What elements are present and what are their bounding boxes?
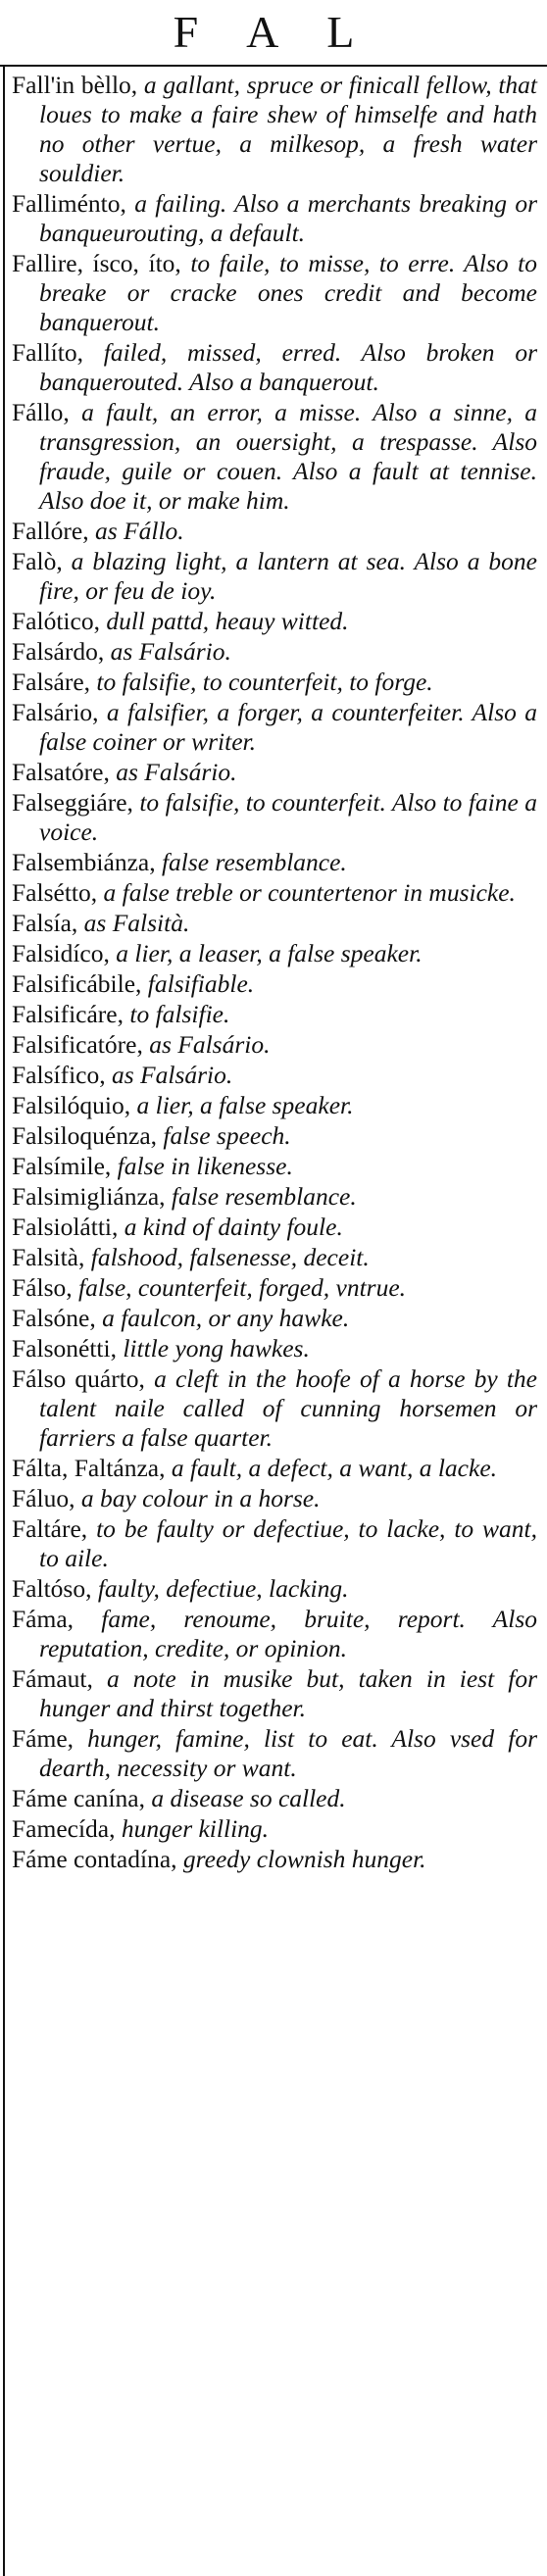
entry-column [12,71,537,1875]
headword: Fáluo, [12,1484,75,1512]
dictionary-entry [12,668,537,697]
headword: Fáme canína, [12,1784,145,1812]
definition: greedy clownish hunger. [182,1845,426,1873]
dictionary-entry [12,1484,537,1513]
dictionary-entry [12,607,537,636]
running-head: F A L [173,7,374,57]
dictionary-entry [12,848,537,877]
definition: a blazing light, a lantern at sea. Also a bone fire, or feu de ioy. [39,547,537,605]
headword: Falsonétti, [12,1334,117,1362]
headword: Fáme contadína, [12,1845,177,1873]
dictionary-entry [12,1000,537,1029]
dictionary-entry [12,1273,537,1303]
column-rule [3,65,5,2576]
definition: as Falsário. [116,758,237,786]
dictionary-entry [12,1152,537,1181]
headword: Faltáre, [12,1514,88,1543]
definition: false, counterfeit, forged, vntrue. [78,1273,407,1302]
dictionary-entry [12,1454,537,1483]
definition: false speech. [163,1121,291,1150]
dictionary-entry [12,758,537,787]
dictionary-entry [12,1091,537,1120]
headword: Falsífico, [12,1061,106,1089]
dictionary-entry [12,398,537,516]
dictionary-entry [12,878,537,908]
dictionary-entry [12,1574,537,1604]
definition: a fault, an error, a misse. Also a sinne, a transgression, an ouersight, a trespasse. Also fraude, guile or couen. Also a fault at tennise. Also doe it, or make him. [39,398,538,515]
dictionary-entry [12,1061,537,1090]
dictionary-entry [12,1030,537,1060]
headword: Falsimigliánza, [12,1182,166,1211]
headword: Fallóre, [12,517,89,545]
definition: to falsifie, to counterfeit, to forge. [96,668,433,696]
dictionary-entry [12,1243,537,1272]
dictionary-entry [12,637,537,667]
dictionary-entry [12,1514,537,1573]
headword: Fálso, [12,1273,73,1302]
definition: false in likenesse. [117,1152,293,1180]
headword: Falsímile, [12,1152,112,1180]
definition: dull pattd, heauy witted. [106,607,349,635]
definition: a fault, a defect, a want, a lacke. [171,1454,498,1482]
definition: as Falsário. [110,637,231,666]
definition: false resemblance. [161,848,347,876]
definition: a false treble or countertenor in musicke. [103,878,516,907]
headword: Falsidíco, [12,939,110,967]
headword: Falsário, [12,698,99,726]
headword: Falsembiánza, [12,848,156,876]
headword: Falsárdo, [12,637,105,666]
dictionary-entry [12,547,537,606]
dictionary-entry [12,1121,537,1151]
headword: Falsilóquio, [12,1091,131,1119]
headword: Faltóso, [12,1574,92,1603]
definition: to faile, to misse, to erre. Also to breake or cracke ones credit and become banquerout. [39,249,537,336]
dictionary-entry [12,1724,537,1783]
dictionary-entry [12,1304,537,1333]
definition: hunger killing. [121,1814,270,1843]
dictionary-entry [12,517,537,546]
headword: Fálso quárto, [12,1364,145,1393]
headword: Fáma, [12,1605,75,1633]
dictionary-entry [12,189,537,248]
headword: Famecída, [12,1814,116,1843]
dictionary-entry [12,698,537,757]
headword: Falsatóre, [12,758,110,786]
definition: a disease so called. [151,1784,346,1812]
definition: to falsifie, to counterfeit. Also to faine a voice. [39,788,538,846]
headword: Fallíto, [12,338,83,367]
definition: hunger, famine, list to eat. Also vsed for dearth, necessity or want. [39,1724,537,1782]
definition: a bay colour in a horse. [80,1484,321,1512]
headword: Falsóne, [12,1304,96,1332]
headword: Falsificatóre, [12,1030,143,1059]
definition: fame, renoume, bruite, report. Also reputation, credite, or opinion. [39,1605,538,1662]
dictionary-entry [12,1845,537,1874]
definition: a cleft in the hoofe of a horse by the talent naile called of cunning horsemen or farriers a false quarter. [39,1364,538,1452]
headword: Falsétto, [12,878,98,907]
definition: to falsifie. [129,1000,230,1028]
dictionary-entry [12,788,537,847]
definition: a faulcon, or any hawke. [102,1304,350,1332]
definition: little yong hawkes. [123,1334,310,1362]
definition: a kind of dainty foule. [124,1213,343,1241]
headword: Falsificábile, [12,969,142,998]
headword: Fámaut, [12,1664,93,1693]
header-rule [0,65,547,67]
definition: a failing. Also a merchants breaking or banqueurouting, a default. [39,189,538,247]
definition: a note in musike but, taken in iest for hunger and thirst together. [39,1664,538,1722]
headword: Falsità, [12,1243,85,1271]
headword: Fállo, [12,398,70,426]
headword: Falsía, [12,909,78,937]
definition: a lier, a false speaker. [136,1091,354,1119]
dictionary-entry [12,1334,537,1363]
headword: Falsáre, [12,668,91,696]
definition: faulty, defectiue, lacking. [97,1574,349,1603]
headword: Fall'in bèllo, [12,71,138,99]
dictionary-entry [12,1213,537,1242]
headword: Fáme, [12,1724,75,1753]
headword: Falsificáre, [12,1000,124,1028]
definition: a lier, a leaser, a false speaker. [116,939,423,967]
headword: Falliménto, [12,189,126,218]
dictionary-entry [12,1784,537,1813]
definition: as Falsário. [149,1030,271,1059]
dictionary-entry [12,338,537,397]
headword: Falseggiáre, [12,788,133,817]
headword: Falò, [12,547,63,575]
dictionary-entry [12,249,537,337]
dictionary-entry [12,909,537,938]
definition: failed, missed, erred. Also broken or banquerouted. Also a banquerout. [39,338,538,396]
dictionary-entry [12,1182,537,1212]
definition: falshood, falsenesse, deceit. [90,1243,370,1271]
definition: a gallant, spruce or finicall fellow, that loues to make a faire shew of himselfe and hath no other vertue, a milkesop, a fresh water souldier. [39,71,538,187]
headword: Falsiloquénza, [12,1121,158,1150]
headword: Fálta, Faltánza, [12,1454,166,1482]
definition: to be faulty or defectiue, to lacke, to want, to aile. [39,1514,537,1572]
headword: Falsiolátti, [12,1213,119,1241]
definition: as Falsário. [112,1061,233,1089]
definition: falsifiable. [147,969,255,998]
dictionary-entry [12,939,537,968]
dictionary-entry [12,1664,537,1723]
definition: as Falsità. [83,909,190,937]
dictionary-entry [12,1605,537,1663]
definition: a falsifier, a forger, a counterfeiter. Also a false coiner or writer. [39,698,537,756]
definition: as Fállo. [94,517,184,545]
dictionary-entry [12,1814,537,1844]
headword: Falótico, [12,607,100,635]
dictionary-entry [12,969,537,999]
headword: Fallire, ísco, íto, [12,249,181,277]
dictionary-entry [12,1364,537,1453]
dictionary-entry [12,71,537,188]
definition: false resemblance. [171,1182,357,1211]
